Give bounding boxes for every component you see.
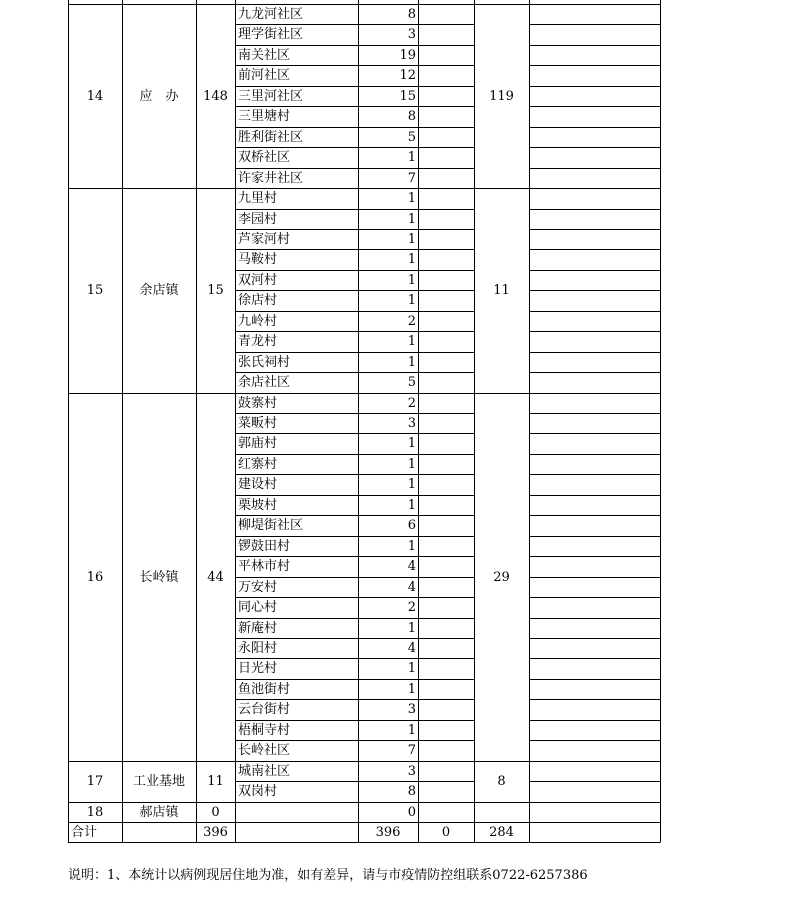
summary-col-f: 0 [441, 824, 451, 840]
summary-count-total: 396 [375, 824, 401, 840]
community-count: 0 [407, 804, 416, 820]
community-count: 8 [407, 6, 416, 22]
community-count: 1 [407, 477, 416, 492]
community-name: 平林市村 [238, 559, 291, 574]
town-name: 应 办 [139, 88, 179, 104]
community-count: 7 [407, 170, 416, 186]
community-name: 三里河社区 [238, 88, 304, 104]
town-cases: 29 [493, 569, 510, 585]
community-name: 红寨村 [238, 456, 278, 472]
community-count: 1 [407, 436, 416, 451]
community-count: 1 [407, 191, 416, 206]
community-count: 1 [407, 538, 416, 554]
community-count: 1 [407, 681, 416, 697]
group-number: 14 [86, 88, 104, 104]
community-name: 九里村 [238, 191, 278, 206]
community-count: 7 [407, 743, 416, 758]
town-total: 148 [203, 88, 228, 104]
community-count: 4 [407, 559, 416, 574]
group-number: 15 [86, 283, 104, 298]
community-name: 徐店村 [238, 293, 278, 308]
community-count: 1 [407, 150, 416, 165]
community-count: 5 [407, 375, 416, 390]
town-name: 长岭镇 [139, 569, 179, 585]
community-count: 8 [407, 109, 416, 124]
community-count: 3 [407, 27, 416, 42]
summary-cases-total: 284 [489, 824, 514, 840]
community-count: 3 [407, 763, 416, 779]
community-name: 胜利街社区 [238, 129, 304, 145]
community-name: 九龙河社区 [238, 6, 304, 22]
community-count: 3 [407, 415, 416, 431]
footnote: 说明：1、本统计以病例现居住地为准，如有差异，请与市疫情防控组联系0722-6257386 [68, 868, 588, 883]
community-count: 1 [407, 252, 416, 267]
community-count: 4 [407, 640, 416, 656]
town-cases: 8 [497, 774, 506, 789]
community-count: 1 [407, 231, 416, 247]
community-name: 双河村 [238, 272, 278, 288]
community-name: 万安村 [238, 579, 278, 595]
group-number: 17 [86, 774, 104, 789]
community-name: 菜畈村 [238, 415, 278, 431]
community-name: 鼓寨村 [238, 395, 278, 411]
community-count: 1 [407, 456, 416, 472]
community-name: 长岭社区 [238, 743, 291, 758]
community-name: 许家井社区 [238, 170, 304, 186]
community-name: 郭庙村 [238, 436, 278, 451]
community-name: 同心村 [238, 600, 278, 615]
community-count: 19 [399, 47, 416, 63]
town-total: 15 [207, 283, 224, 298]
town-total: 0 [211, 804, 220, 820]
summary-label: 合计 [71, 824, 98, 840]
community-name: 永阳村 [238, 640, 278, 656]
community-name: 理学街社区 [238, 27, 304, 42]
community-name: 李园村 [238, 211, 278, 227]
community-name: 柳堤街社区 [238, 518, 304, 533]
community-count: 1 [407, 272, 416, 288]
town-name: 工业基地 [132, 774, 185, 789]
community-count: 1 [407, 211, 416, 227]
community-count: 6 [407, 518, 416, 533]
town-cases: 11 [493, 283, 510, 298]
community-count: 2 [407, 313, 416, 329]
community-name: 锣鼓田村 [238, 538, 291, 554]
community-name: 新庵村 [238, 620, 278, 636]
town-total: 44 [207, 569, 224, 585]
community-name: 三里塘村 [238, 109, 291, 124]
community-name: 前河社区 [238, 68, 291, 83]
town-name: 郝店镇 [139, 804, 179, 820]
community-name: 梧桐寺村 [238, 722, 291, 738]
community-name: 鱼池街村 [238, 681, 291, 697]
community-name: 建设村 [238, 477, 278, 492]
community-name: 余店社区 [238, 375, 291, 390]
community-name: 马鞍村 [238, 252, 278, 267]
community-count: 1 [407, 497, 416, 513]
group-number: 16 [86, 569, 104, 585]
community-name: 云台街村 [238, 702, 291, 717]
community-count: 1 [407, 722, 416, 738]
community-count: 8 [407, 784, 416, 799]
town-total: 11 [207, 774, 224, 789]
community-count: 2 [407, 395, 416, 411]
community-name: 南关社区 [238, 47, 291, 63]
community-name: 双桥社区 [238, 150, 291, 165]
community-name: 城南社区 [238, 763, 291, 779]
community-count: 3 [407, 702, 416, 717]
summary-total: 396 [203, 824, 228, 840]
community-name: 芦家河村 [238, 231, 291, 247]
community-name: 日光村 [238, 661, 278, 676]
town-name: 余店镇 [139, 283, 179, 298]
community-count: 15 [399, 88, 416, 104]
community-count: 1 [407, 334, 416, 349]
community-count: 1 [407, 293, 416, 308]
community-count: 1 [407, 354, 416, 370]
group-number: 18 [86, 804, 104, 820]
community-count: 1 [407, 620, 416, 636]
community-name: 栗坡村 [238, 497, 278, 513]
town-cases: 119 [489, 88, 514, 104]
community-count: 4 [407, 579, 416, 595]
community-name: 青龙村 [238, 334, 278, 349]
community-count: 2 [407, 600, 416, 615]
community-count: 1 [407, 661, 416, 676]
community-count: 5 [407, 129, 416, 145]
community-count: 12 [399, 68, 416, 83]
community-name: 双岗村 [238, 784, 278, 799]
community-name: 九岭村 [238, 313, 278, 329]
community-name: 张氏祠村 [238, 354, 291, 370]
